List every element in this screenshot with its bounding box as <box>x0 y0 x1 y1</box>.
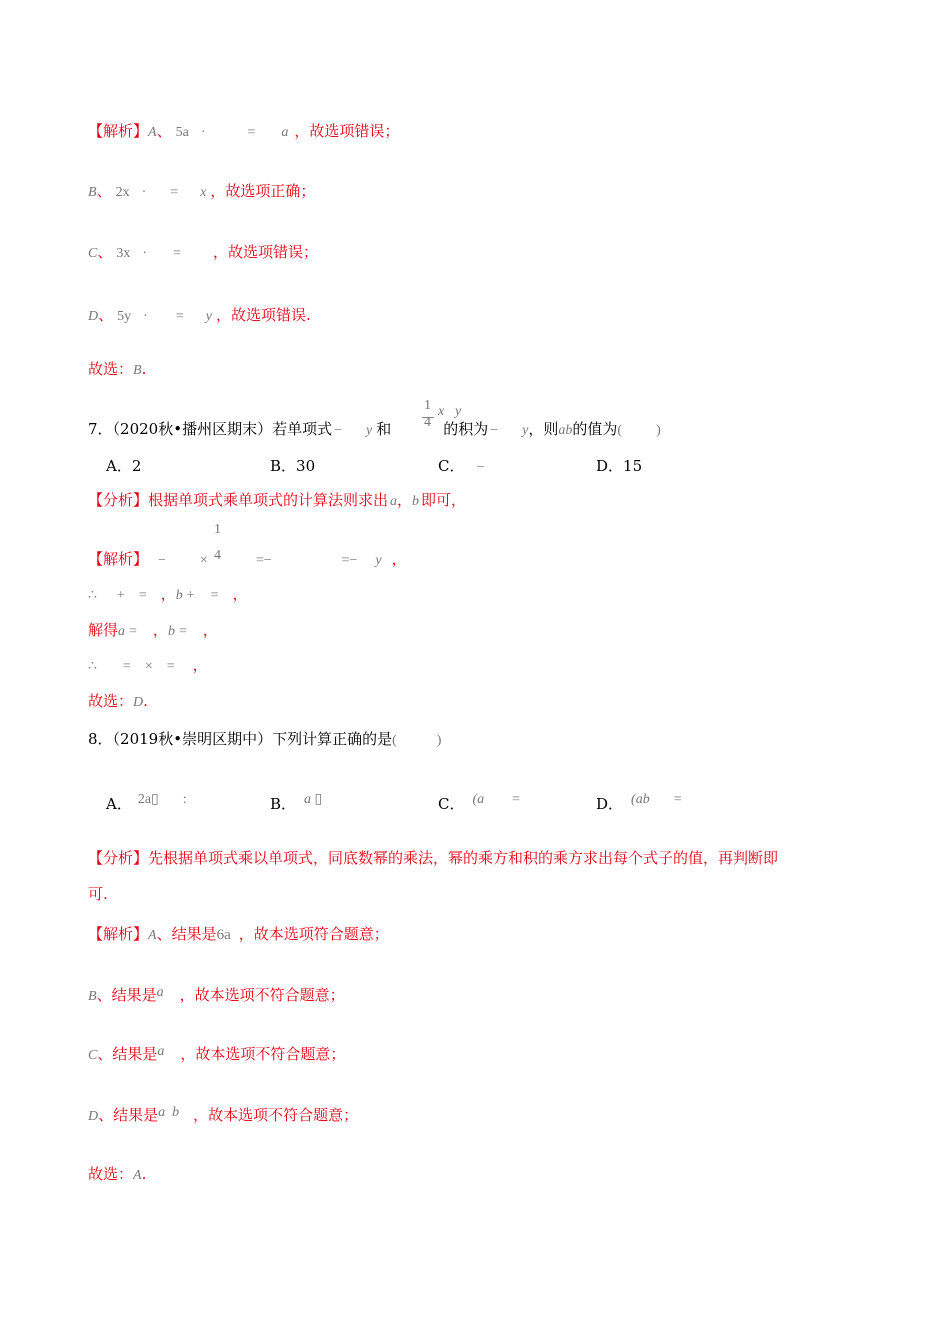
q7-analysis <box>88 490 466 512</box>
analysis-text: 可. <box>88 885 108 903</box>
question-text: ，则 <box>528 420 559 438</box>
punctuation: ， <box>397 491 413 509</box>
math-var: ab <box>558 423 573 438</box>
answer-paren: ) <box>656 423 661 438</box>
analysis-text: 根据单项式乘单项式的计算法则求出 <box>148 491 389 509</box>
answer-label: 故选： <box>88 1165 134 1183</box>
solution-text: ，故选项错误； <box>212 243 318 261</box>
answer-end: . <box>141 360 147 378</box>
math-result: x <box>200 185 207 200</box>
math-result: y <box>205 309 212 324</box>
math-eq: = <box>122 659 131 674</box>
solution-text: ，故本选项不符合题意； <box>179 986 345 1004</box>
question-number: 7． <box>88 420 113 438</box>
q8-answer <box>88 1164 146 1186</box>
option-label: B． <box>270 457 297 475</box>
option-label: A． <box>106 457 132 475</box>
math-eq: = <box>175 309 184 324</box>
q8-option-a[interactable] <box>106 793 187 814</box>
option-value: 2 <box>131 457 142 475</box>
option-letter: B <box>88 989 97 1004</box>
question-text: 和 <box>376 420 392 438</box>
q7-therefore-line2 <box>88 655 208 677</box>
option-value: a ▯ <box>304 792 323 807</box>
q7-solve-line <box>88 620 218 642</box>
math-var: b <box>167 624 175 639</box>
q8-solution-line-c <box>88 1044 345 1066</box>
solution-heading: 【解析】 <box>88 550 149 568</box>
math-expr: 5a <box>175 125 189 140</box>
question-text: 的值为 <box>572 420 618 438</box>
solution-text: ，故本选项不符合题意； <box>180 1045 346 1063</box>
answer-letter: D <box>133 695 144 710</box>
fraction-denominator: 4 <box>214 548 221 563</box>
math-var: x <box>438 404 445 419</box>
math-minus: − <box>334 423 342 438</box>
q8-option-c[interactable] <box>438 793 520 814</box>
q7-solution-line1 <box>88 549 407 571</box>
option-letter: A <box>148 928 157 943</box>
separator: 、 <box>98 1106 114 1124</box>
math-var: a <box>118 624 126 639</box>
math-expr: 3x <box>116 246 131 261</box>
question-text: 下列计算正确的是 <box>272 730 393 748</box>
analysis-heading: 【分析】 <box>88 491 149 509</box>
math-eq: = <box>129 624 137 639</box>
math-expr: 5y <box>117 309 132 324</box>
option-letter: D <box>88 1109 99 1124</box>
math-eq: = <box>247 125 256 140</box>
separator: 、 <box>97 1045 113 1063</box>
solution-text: ，故本选项不符合题意； <box>193 1106 359 1124</box>
q6-solution-line-c <box>88 242 318 264</box>
solution-heading: 【解析】 <box>88 925 149 943</box>
math-eq: = <box>166 659 175 674</box>
answer-label: 故选： <box>88 692 134 710</box>
q7-option-a[interactable] <box>106 455 141 476</box>
q8-option-d[interactable] <box>596 793 682 814</box>
separator: 、 <box>96 182 112 200</box>
answer-paren: ( <box>392 733 397 748</box>
math-dot: · <box>141 185 147 200</box>
math-eq: =− <box>255 553 272 568</box>
q6-answer <box>88 359 146 381</box>
answer-end: . <box>143 692 148 710</box>
option-label: D． <box>596 457 624 475</box>
solution-text: ，故本选项符合题意； <box>238 925 389 943</box>
q8-analysis <box>88 848 778 868</box>
punctuation: ， <box>192 656 208 674</box>
solution-text: 结果是 <box>113 1106 159 1124</box>
option-label: C． <box>438 457 465 475</box>
option-label: D． <box>596 795 624 813</box>
q7-stem <box>88 419 661 441</box>
math-dot: · <box>143 309 148 324</box>
solution-heading: 【解析】 <box>88 122 149 140</box>
q6-solution-line-b <box>88 181 315 203</box>
option-letter: A <box>148 125 157 140</box>
option-value: 15 <box>623 457 643 475</box>
punctuation: ， <box>202 621 218 639</box>
punctuation: ， <box>152 621 168 639</box>
math-dot: · <box>142 246 148 261</box>
question-source: （2020秋•播州区期末） <box>112 420 273 438</box>
option-extra: = <box>512 792 521 807</box>
math-result: 6a <box>216 927 231 943</box>
math-var: y <box>522 423 529 438</box>
q8-stem <box>88 729 441 751</box>
answer-letter: A <box>133 1168 142 1183</box>
fraction-numerator: 1 <box>214 522 221 537</box>
analysis-text: 先根据单项式乘以单项式，同底数幂的乘法，幂的乘方和积的乘方求出每个式子的值，再判断即 <box>148 849 779 867</box>
option-letter: C <box>88 246 98 261</box>
therefore-symbol: ∴ <box>88 659 97 674</box>
option-letter: C <box>88 1048 98 1063</box>
therefore-symbol: ∴ <box>88 588 97 603</box>
option-letter: B <box>88 185 97 200</box>
q6-solution-line-d <box>88 305 311 327</box>
option-value: 2a▯ <box>137 792 159 807</box>
math-var: a <box>390 494 398 509</box>
option-value: (a <box>472 792 485 807</box>
solution-text: ，故选项正确； <box>210 182 316 200</box>
analysis-heading: 【分析】 <box>88 849 149 867</box>
q8-solution-line-a <box>88 924 389 946</box>
solution-text: ，故选项错误； <box>294 122 400 140</box>
math-eq: = <box>138 588 147 603</box>
answer-letter: B <box>133 363 142 378</box>
math-minus: − <box>158 553 166 568</box>
math-plus: + <box>186 588 195 603</box>
punctuation: ， <box>391 550 407 568</box>
fraction-numerator: 1 <box>424 398 431 413</box>
separator: 、 <box>97 243 113 261</box>
question-number: 8． <box>88 730 113 748</box>
math-eq: = <box>210 588 219 603</box>
math-result: a b <box>158 1105 180 1120</box>
q6-solution-line-a <box>88 121 399 143</box>
separator: 、 <box>156 122 172 140</box>
math-var: b <box>412 494 420 509</box>
math-result: a <box>156 985 164 1000</box>
question-text: 若单项式 <box>272 420 333 438</box>
option-value: 30 <box>296 457 316 475</box>
option-letter: D <box>88 309 99 324</box>
q7-option-c[interactable] <box>438 455 484 476</box>
analysis-text: 即可， <box>421 491 467 509</box>
math-expr: 2x <box>115 185 130 200</box>
math-plus: + <box>116 588 125 603</box>
q7-option-d[interactable] <box>596 455 642 476</box>
solution-text: ，故选项错误. <box>215 306 311 324</box>
q7-answer <box>88 691 148 713</box>
solution-text: 结果是 <box>112 1045 158 1063</box>
answer-label: 故选： <box>88 360 134 378</box>
math-eq: =− <box>341 553 358 568</box>
q8-solution-line-d <box>88 1105 358 1127</box>
answer-paren: ( <box>617 423 623 438</box>
option-extra: : <box>182 792 187 807</box>
math-result: a <box>281 125 289 140</box>
solution-text: 结果是 <box>171 925 217 943</box>
math-dot: · <box>200 125 206 140</box>
punctuation: ， <box>232 585 248 603</box>
separator: 、 <box>98 306 114 324</box>
math-eq: = <box>178 624 187 639</box>
solution-text: 结果是 <box>111 986 157 1004</box>
option-extra: = <box>673 792 682 807</box>
math-var: y <box>455 404 462 419</box>
q8-analysis-cont <box>88 884 108 904</box>
math-times: × <box>199 553 208 568</box>
q7-therefore-line1 <box>88 584 248 606</box>
math-result: a <box>157 1044 165 1059</box>
math-eq: = <box>173 246 181 261</box>
option-label: C． <box>438 795 465 813</box>
math-var: y <box>375 553 382 568</box>
answer-end: . <box>141 1165 147 1183</box>
math-var: y <box>366 423 373 438</box>
math-times: × <box>144 659 153 674</box>
fraction-denominator: 4 <box>424 415 431 430</box>
math-minus: − <box>490 423 499 438</box>
option-value: (ab <box>631 792 650 807</box>
question-text: 的积为 <box>443 420 489 438</box>
separator: 、 <box>96 986 112 1004</box>
separator: 、 <box>156 925 172 943</box>
math-var: b <box>175 588 183 603</box>
solve-label: 解得 <box>88 621 119 639</box>
punctuation: ， <box>160 585 176 603</box>
question-source: （2019秋•崇明区期中） <box>112 730 273 748</box>
q8-solution-line-b <box>88 985 345 1007</box>
q7-option-b[interactable] <box>270 455 315 476</box>
option-value: − <box>476 460 485 475</box>
q8-option-b[interactable] <box>270 793 322 814</box>
option-label: B． <box>270 795 297 813</box>
option-label: A． <box>106 795 132 813</box>
answer-paren: ) <box>436 733 442 748</box>
math-eq: = <box>170 185 179 200</box>
